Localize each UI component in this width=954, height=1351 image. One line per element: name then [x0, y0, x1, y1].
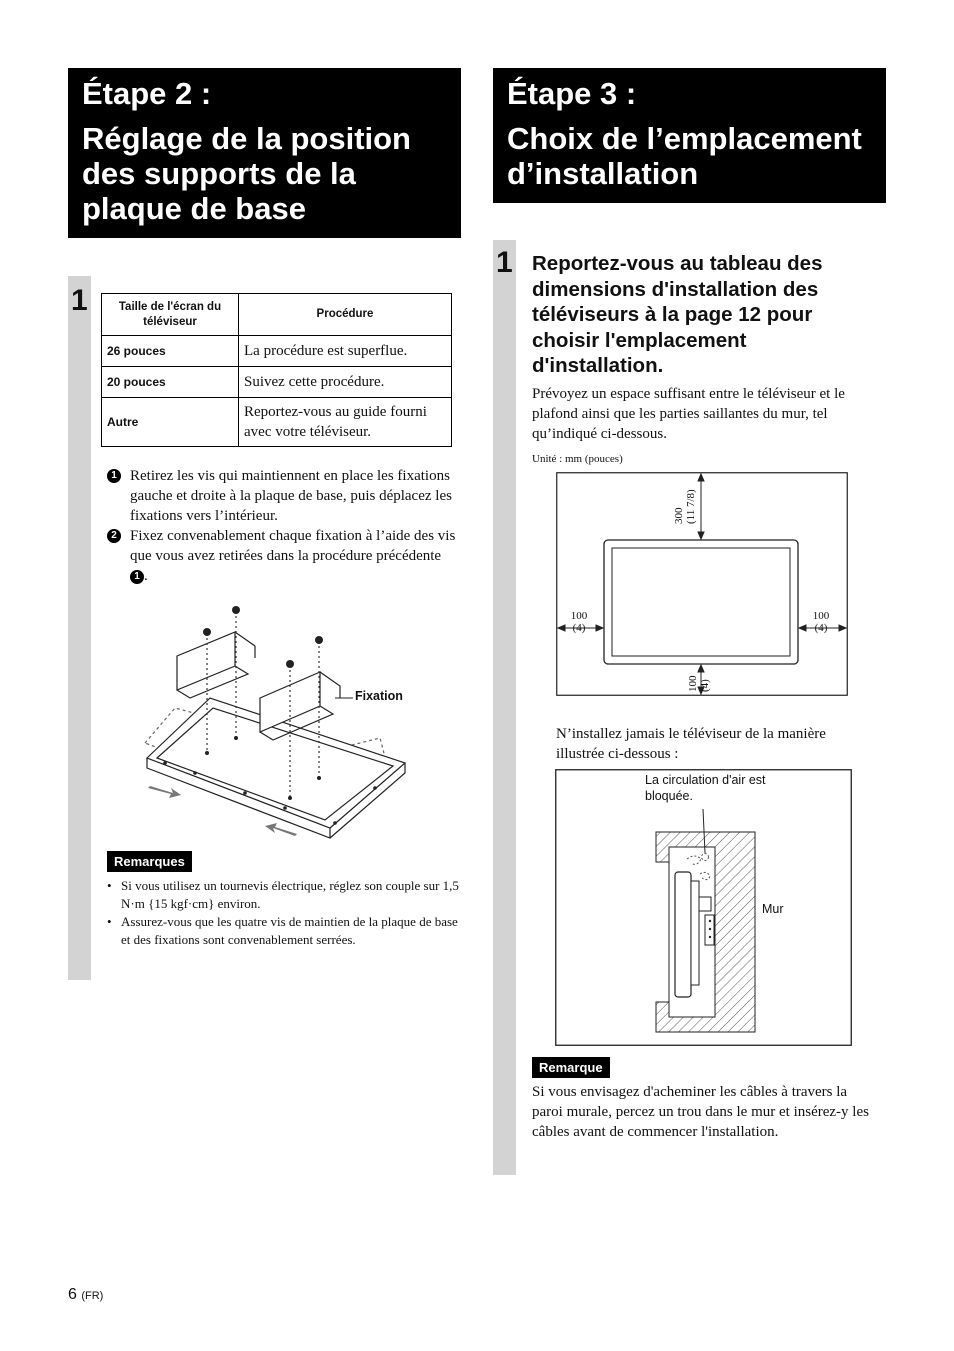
clearance-drawing	[556, 472, 848, 696]
step-circle-icon: 1	[107, 469, 121, 483]
clearance-diagram	[556, 472, 848, 696]
table-cell-size: 26 pouces	[102, 336, 239, 367]
base-plate-illustration	[135, 598, 425, 850]
step3-step-number: 1	[496, 246, 513, 279]
procedure-table	[101, 293, 452, 447]
page-number: 6	[68, 1286, 77, 1303]
page-footer	[68, 1286, 103, 1304]
note-title: Remarque	[532, 1057, 610, 1078]
dim-right-in: (4)	[814, 622, 828, 634]
notes-list	[107, 877, 462, 949]
instruction-1-text: Retirez les vis qui maintiennent en place les fixations gauche et droite à la plaque de base, puis déplacez les fixations vers l’intérieur.	[130, 468, 452, 524]
instruction-2-end: .	[144, 568, 148, 584]
dim-top	[673, 479, 697, 524]
page-lang: (FR)	[81, 1290, 104, 1302]
table-cell-procedure: Reportez-vous au guide fourni avec votre téléviseur.	[239, 398, 452, 447]
table-row	[102, 398, 452, 447]
instruction-2	[107, 526, 457, 586]
step2-header-line1: Étape 2 :	[82, 76, 212, 111]
step2-header	[68, 68, 461, 238]
table-header-size: Taille de l'écran du téléviseur	[102, 294, 239, 336]
dim-bottom	[687, 666, 711, 692]
wrong-install-diagram	[555, 769, 852, 1046]
instruction-1	[107, 466, 457, 526]
instruction-2-text: Fixez convenablement chaque fixation à l’aide des vis que vous avez retirées dans la procédure précédente	[130, 528, 456, 564]
note-item: • Assurez-vous que les quatre vis de maintien de la plaque de base et des fixations sont convenablement serrées.	[107, 913, 462, 949]
table-cell-size: 20 pouces	[102, 367, 239, 398]
table-row	[102, 367, 452, 398]
dim-right-mm: 100	[812, 610, 830, 622]
dim-bottom-in: (4)	[699, 679, 711, 692]
airflow-label: La circulation d'air est bloquée.	[645, 773, 766, 803]
wall-label: Mur	[762, 902, 784, 916]
note-text: Si vous envisagez d'acheminer les câbles à travers la paroi murale, percez un trou dans le mur et insérez-y les câbles avant de commencer l'installation.	[532, 1084, 869, 1140]
table-cell-procedure: Suivez cette procédure.	[239, 367, 452, 398]
dim-left	[565, 610, 593, 634]
table-header-procedure: Procédure	[239, 294, 452, 336]
table-cell-size: Autre	[102, 398, 239, 447]
dim-top-in: (11 7/8)	[685, 489, 697, 524]
table-row	[102, 336, 452, 367]
step3-header-line1: Étape 3 :	[507, 76, 637, 111]
step-ref-circle-icon: 1	[130, 570, 144, 584]
warning-text: N’installez jamais le téléviseur de la manière illustrée ci-dessous :	[556, 726, 826, 762]
dim-top-mm: 300	[673, 507, 685, 524]
dim-bottom-mm: 100	[687, 675, 699, 692]
table-header-row	[102, 294, 452, 336]
step3-header	[493, 68, 886, 203]
wrong-install-drawing	[555, 769, 852, 1046]
step2-step-number: 1	[71, 284, 88, 317]
dim-left-mm: 100	[570, 610, 588, 622]
step3-subtitle: Reportez-vous au tableau des dimensions d'installation des téléviseurs à la page 12 pour choisir l'emplacement d'installation.	[532, 252, 823, 377]
step-circle-icon: 2	[107, 529, 121, 543]
step3-header-title: Choix de l’emplacement d’installation	[507, 121, 862, 191]
note-item: • Si vous utilisez un tournevis électrique, réglez son couple sur 1,5 N·m {15 kgf·cm} environ.	[107, 877, 462, 913]
notes-title: Remarques	[107, 851, 192, 872]
dim-right	[807, 610, 835, 634]
dim-left-in: (4)	[572, 622, 586, 634]
step3-intro: Prévoyez un espace suffisant entre le téléviseur et le plafond ainsi que les parties saillantes du mur, tel qu’indiqué ci-dessous.	[532, 386, 845, 442]
step2-sidebar-bar	[68, 276, 91, 980]
fixation-label: Fixation	[355, 689, 403, 703]
step2-header-title: Réglage de la position des supports de la plaque de base	[82, 121, 411, 226]
unit-label: Unité : mm (pouces)	[532, 453, 623, 465]
table-cell-procedure: La procédure est superflue.	[239, 336, 452, 367]
step3-sidebar-bar	[493, 240, 516, 1175]
